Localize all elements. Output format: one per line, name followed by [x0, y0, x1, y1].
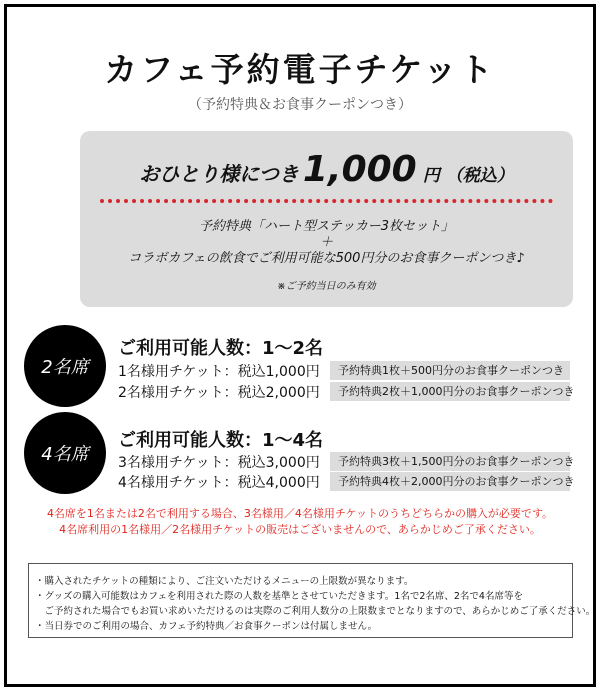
notes-box [28, 563, 596, 638]
ticket-2-perk: 予約特典2枚＋1,000円分のお食事クーポンつき [330, 382, 570, 401]
capacity-label-2: ご利用可能人数：1〜2名 [118, 338, 324, 359]
price-unit: 円 [422, 166, 440, 186]
price-panel [80, 131, 573, 307]
ticket-3-perk: 予約特典3枚＋1,500円分のお食事クーポンつき [330, 452, 570, 471]
page-title: カフェ予約電子チケット [104, 50, 496, 89]
valid-note: ※ご予約当日のみ有効 [277, 281, 376, 292]
price-amount: 1,000 [302, 149, 417, 190]
note-item: ・グッズの購入可能数はカフェを利用された際の人数を基準とさせていただきます。1名で2名席、2名で4名席等を [35, 591, 523, 602]
dotted-divider [100, 199, 553, 203]
bonus-text [80, 219, 573, 267]
note-item: ご予約された場合でもお買い求めいただけるのは実際のご利用人数分の上限数までとなりますので、あらかじめご了承ください。 [35, 606, 596, 617]
capacity-label-4: ご利用可能人数：1〜4名 [118, 430, 324, 451]
ticket-4-name: 4名様用チケット：税込4,000円 [118, 475, 320, 491]
price-prefix: おひとり様につき [139, 162, 299, 186]
seat-badge-2: 2名席 [24, 325, 106, 407]
ticket-2-name: 2名様用チケット：税込2,000円 [118, 385, 320, 401]
note-item: ・購入されたチケットの種類により、ご注文いただけるメニューの上限数が異なります。 [35, 576, 414, 587]
ticket-3-name: 3名様用チケット：税込3,000円 [118, 455, 320, 471]
bonus-line-2: コラボカフェの飲食でご利用可能な500円分のお食事クーポンつき♪ [128, 251, 525, 266]
seat-badge-4: 4名席 [24, 412, 106, 494]
warning-line-2: 4名席利用の1名様用／2名様用チケットの販売はございませんので、あらかじめご了承ください。 [59, 523, 541, 536]
warning-line-1: 4名席を1名または2名で利用する場合、3名様用／4名様用チケットのうちどちらかの購入が必要です。 [46, 507, 554, 520]
ticket-1-name: 1名様用チケット：税込1,000円 [118, 364, 320, 380]
price-tax: （税込） [445, 166, 514, 186]
note-item: ・当日券でのご利用の場合、カフェ予約特典／お食事クーポンは付属しません。 [35, 621, 378, 632]
ticket-4-perk: 予約特典4枚＋2,000円分のお食事クーポンつき [330, 472, 570, 491]
bonus-plus: ＋ [319, 235, 333, 250]
ticket-1-perk: 予約特典1枚＋500円分のお食事クーポンつき [330, 361, 570, 380]
price-line [80, 149, 573, 190]
page-subtitle: （予約特典＆お食事クーポンつき） [188, 97, 412, 113]
bonus-line-1: 予約特典「ハート型ステッカー3枚セット」 [198, 219, 454, 234]
